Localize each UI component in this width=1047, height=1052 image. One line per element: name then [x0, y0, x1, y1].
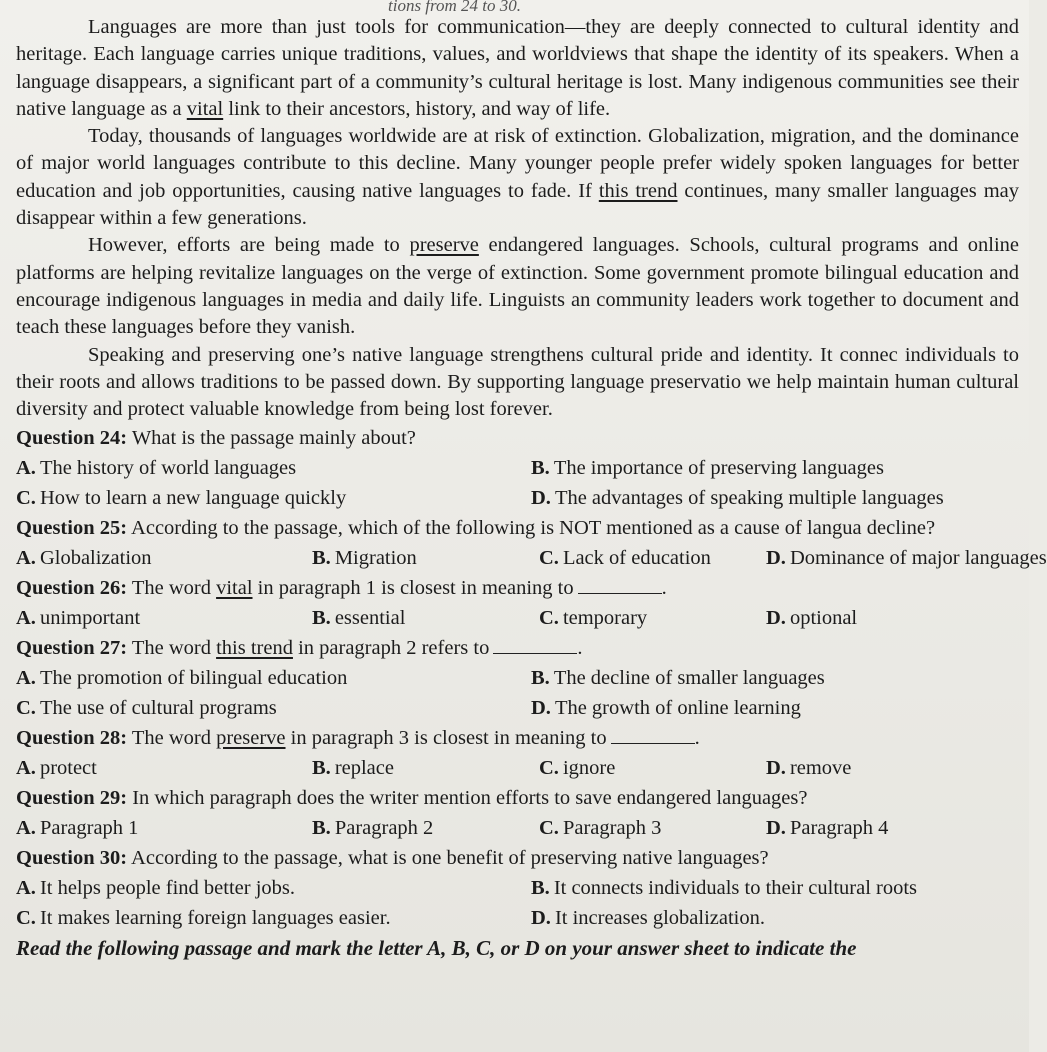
option-c[interactable]: C. Paragraph 3 — [539, 817, 662, 840]
question-text: According to the passage, which of the following is NOT mentioned as a cause of langua decline? — [127, 517, 936, 540]
option-d[interactable]: D. Paragraph 4 — [766, 817, 889, 840]
paragraph-3-text-end: endangered languages. Schools, cultural programs and online platforms are helping revitalize languages on the verge of extinction. Some government promote bilingual education and encourage indigenous languages in media and daily life. Linguists an community leaders work together to document and teach these languages before they vanish. — [16, 234, 1019, 339]
underlined-phrase-this-trend: this trend — [598, 179, 678, 202]
paragraph-2 — [16, 123, 1019, 232]
options — [16, 753, 1019, 783]
option-c[interactable]: C. Lack of education — [539, 547, 711, 570]
question-stem — [16, 783, 1019, 813]
question-number: Question 27: — [16, 637, 128, 660]
paragraph-2-text: Today, thousands of languages worldwide are at risk of extinction. Globalization, migration, and the dominance of major world languages contribute to this decline. Many younger people prefer widely spoken languages for better education and job opportunities, causing native languages to fade. If — [16, 125, 1019, 202]
option-c[interactable]: C. temporary — [539, 607, 648, 630]
options — [16, 453, 1019, 513]
question-26 — [16, 573, 1019, 633]
option-c[interactable]: C. ignore — [539, 757, 616, 780]
paragraph-1 — [16, 14, 1019, 123]
question-number: Question 24: — [16, 427, 128, 450]
question-number: Question 28: — [16, 727, 128, 750]
question-27 — [16, 633, 1019, 723]
option-a[interactable]: A. The history of world languages — [16, 457, 297, 480]
header-fragment: tions from 24 to 30. — [388, 0, 522, 15]
option-c[interactable]: C. It makes learning foreign languages easier. — [16, 907, 391, 930]
option-a[interactable]: A. Paragraph 1 — [16, 817, 139, 840]
question-stem — [16, 423, 1019, 453]
underlined-word-preserve: preserve — [409, 234, 479, 257]
question-stem: Question 28: The word preserve in paragraph 3 is closest in meaning to . — [16, 727, 700, 750]
option-b[interactable]: B. Paragraph 2 — [312, 817, 434, 840]
underlined-word-vital: vital — [186, 97, 224, 120]
option-a[interactable]: A. unimportant — [16, 607, 141, 630]
underlined-phrase: this trend — [216, 637, 293, 660]
underlined-word: preserve — [216, 727, 286, 750]
options — [16, 813, 1019, 843]
paragraph-1-text-end: link to their ancestors, history, and way of life. — [223, 97, 611, 120]
option-b[interactable]: B. The decline of smaller languages — [531, 667, 825, 690]
question-28 — [16, 723, 1019, 783]
question-text: According to the passage, what is one benefit of preserving native languages? — [127, 847, 769, 870]
option-d[interactable]: D. remove — [766, 757, 852, 780]
question-text: In which paragraph does the writer mention efforts to save endangered languages? — [127, 787, 808, 810]
question-stem: Question 26: The word vital in paragraph 1 is closest in meaning to . — [16, 577, 667, 600]
paragraph-1-text: Languages are more than just tools for communication—they are deeply connected to cultural identity and heritage. Each language carries unique traditions, values, and worldviews that shape the identity of its speakers. When a language disappears, a significant part of a community’s cultural heritage is lost. Many indigenous communities see their native language as a — [16, 16, 1019, 120]
options — [16, 663, 1019, 723]
options — [16, 603, 1019, 633]
question-24 — [16, 423, 1019, 513]
option-b[interactable]: B. Migration — [312, 547, 417, 570]
question-number: Question 26: — [16, 577, 128, 600]
question-number: Question 30: — [16, 847, 128, 870]
question-text: What is the passage mainly about? — [127, 427, 416, 450]
option-d[interactable]: D. The growth of online learning — [531, 697, 801, 720]
option-d[interactable]: D. Dominance of major languages — [766, 547, 1047, 570]
option-d[interactable]: D. It increases globalization. — [531, 907, 765, 930]
question-number: Question 29: — [16, 787, 128, 810]
option-c[interactable]: C. How to learn a new language quickly — [16, 487, 347, 510]
question-stem — [16, 843, 1019, 873]
options — [16, 543, 1047, 573]
answer-blank — [493, 637, 577, 654]
answer-blank — [611, 727, 695, 744]
option-b[interactable]: B. The importance of preserving languages — [531, 457, 884, 480]
next-section-instruction: Read the following passage and mark the letter A, B, C, or D on your answer sheet to indicate the — [16, 936, 857, 961]
question-29 — [16, 783, 1019, 843]
paragraph-3 — [16, 232, 1019, 341]
option-a[interactable]: A. The promotion of bilingual education — [16, 667, 348, 690]
option-a[interactable]: A. Globalization — [16, 547, 152, 570]
option-a[interactable]: A. protect — [16, 757, 97, 780]
question-25 — [16, 513, 1047, 573]
question-stem — [16, 513, 1019, 543]
option-d[interactable]: D. The advantages of speaking multiple languages — [531, 487, 944, 510]
question-30 — [16, 843, 1019, 933]
option-b[interactable]: B. replace — [312, 757, 394, 780]
paragraph-2-text-end: continues, many smaller languages may disappear within a few generations. — [16, 179, 1020, 230]
question-number: Question 25: — [16, 517, 128, 540]
options — [16, 873, 1019, 933]
option-d[interactable]: D. optional — [766, 607, 858, 630]
option-b[interactable]: B. It connects individuals to their cultural roots — [531, 877, 918, 900]
option-a[interactable]: A. It helps people find better jobs. — [16, 877, 295, 900]
question-stem: Question 27: The word this trend in paragraph 2 refers to . — [16, 637, 583, 660]
answer-blank — [578, 577, 662, 594]
underlined-word: vital — [216, 577, 253, 600]
option-c[interactable]: C. The use of cultural programs — [16, 697, 277, 720]
option-b[interactable]: B. essential — [312, 607, 406, 630]
paragraph-4: Speaking and preserving one’s native language strengthens cultural pride and identity. It connec individuals to their roots and allows traditions to be passed down. By supporting language preservatio we help maintain human cultural diversity and protect valuable knowledge from being lost forever. — [16, 343, 1019, 421]
paragraph-3-text: However, efforts are being made to — [88, 234, 410, 257]
